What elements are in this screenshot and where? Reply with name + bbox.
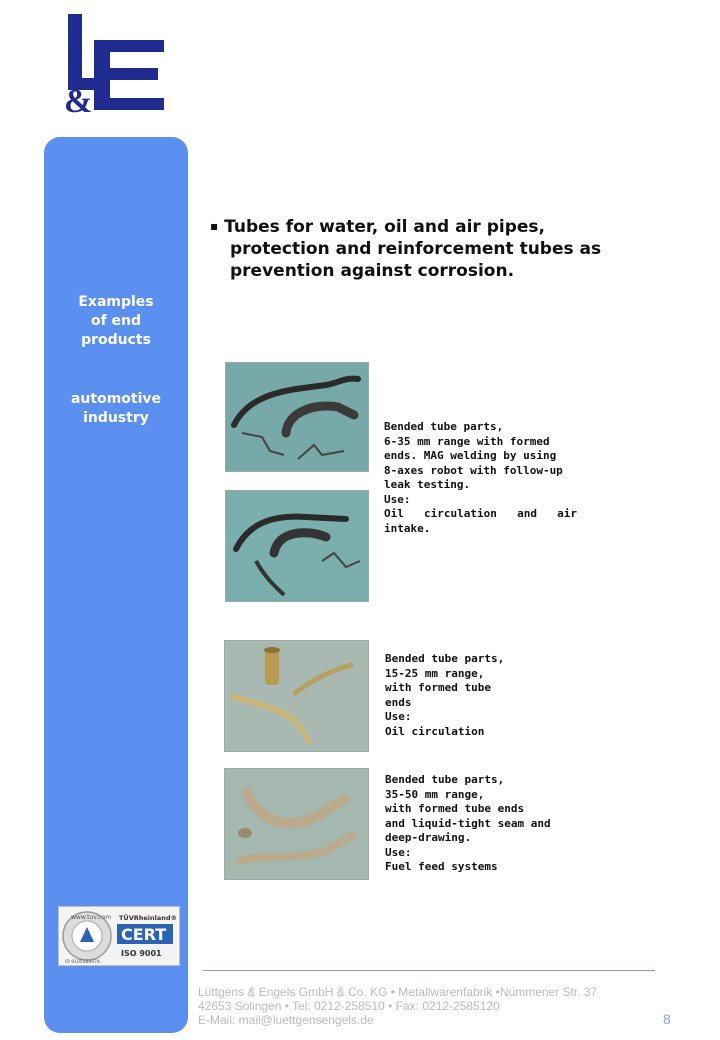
product-description-1 [384,420,577,536]
footer-address [198,985,597,1027]
cert-label: CERT [121,925,167,944]
footer-line-2: 42653 Solingen • Tel: 0212-258510 • Fax: 0212-2585120 [198,999,500,1013]
product-3-line: deep-drawing. [385,831,472,844]
sidebar-heading [44,293,188,350]
product-1-line: intake. [384,521,431,535]
sidebar-subheading-line: automotive [70,391,162,407]
footer-line-1: Lüttgens & Engels GmbH & Co. KG • Metallwarenfabrik •Nümmener Str. 37 [198,985,598,999]
product-3-line: Fuel feed systems [385,860,498,873]
sidebar-heading-line: of end [90,313,142,329]
product-3-line: and liquid-tight seam and [385,816,551,830]
product-photo-fuel-tubes [224,768,369,880]
sidebar-panel [44,137,188,1033]
product-1-line: 8-axes robot with follow-up [384,463,563,477]
svg-text:&: & [64,83,93,115]
product-2-line: with formed tube [385,681,491,694]
tuv-cert-badge [58,906,180,966]
sidebar-heading-line: Examples [78,294,154,310]
sidebar-subheading [44,390,188,428]
product-3-line: Use: [385,845,412,859]
product-3-line: Bended tube parts, [385,773,505,786]
product-2-line: ends [385,695,412,709]
intro-line-1: Tubes for water, oil and air pipes, [224,217,545,237]
product-photo-oil-tubes-1 [225,362,369,472]
page-number: 8 [663,1011,671,1027]
product-1-line: leak testing. [384,478,471,491]
sidebar-subheading-line: industry [83,410,149,426]
product-photo-oil-tubes-2 [225,490,369,602]
intro-line-2: protection and reinforcement tubes as [230,239,602,259]
product-3-line: with formed tube ends [385,802,525,815]
product-1-line: ends. MAG welding by using [384,449,557,462]
product-1-line: Use: [384,492,411,506]
product-photo-small-tubes [224,640,369,752]
product-1-line: Oil circulation and air [384,507,577,520]
product-2-line: Bended tube parts, [385,652,505,665]
product-1-line: Bended tube parts, [384,420,504,433]
footer-email: E-Mail: mail@luettgensengels.de [198,1013,374,1027]
intro-line-3: prevention against corrosion. [230,261,515,281]
product-2-line: Use: [385,710,412,723]
intro-bullet [210,215,680,282]
product-1-line: 6-35 mm range with formed [384,434,550,448]
product-2-line: Oil circulation [385,724,485,738]
product-description-2 [385,652,565,739]
product-description-3 [385,773,575,875]
product-2-line: 15-25 mm range, [385,666,485,680]
cert-standard: ISO 9001 [121,949,162,958]
bullet-icon: ▪ [210,219,219,233]
sidebar-heading-line: products [81,332,151,348]
cert-ring-text: www.tuv.com [71,914,112,921]
cert-brand: TÜVRheinland® [119,914,178,922]
product-3-line: 35-50 mm range, [385,787,485,801]
footer-divider [203,970,655,971]
cert-id-text: ID 9105088974 [65,960,100,965]
company-logo [60,10,170,115]
